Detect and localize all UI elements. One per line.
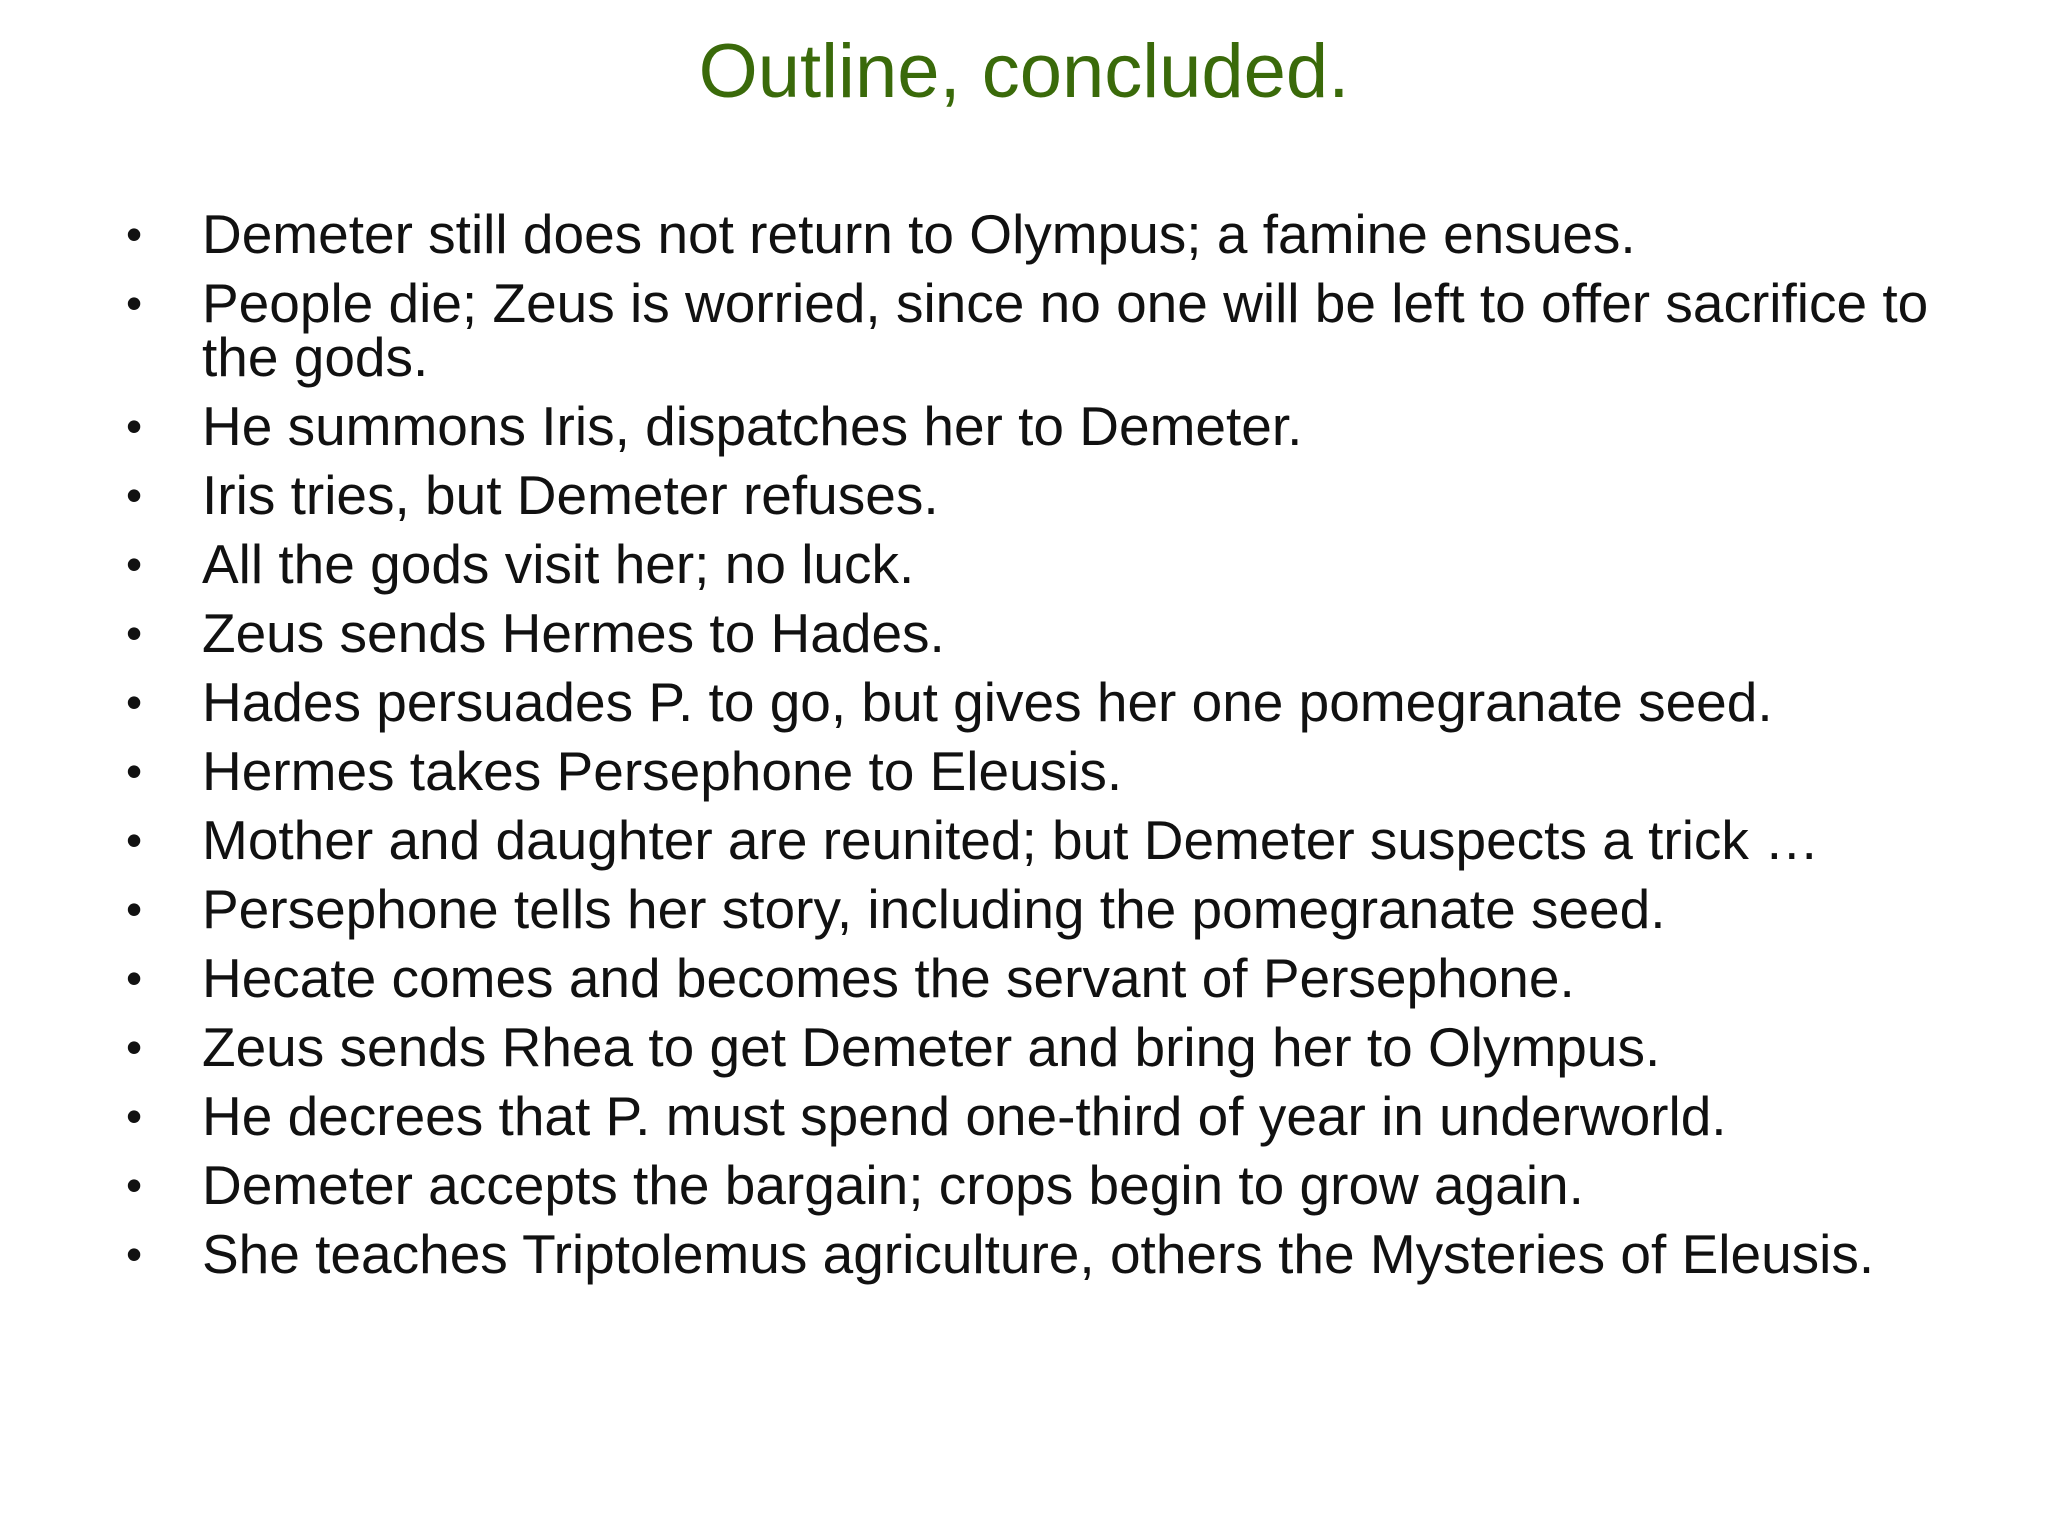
- bullet-icon: •: [126, 1090, 143, 1142]
- bullet-icon: •: [126, 277, 143, 329]
- bullet-item: [126, 947, 1986, 1009]
- bullet-item: [126, 878, 1986, 940]
- bullet-icon: •: [126, 952, 143, 1004]
- bullet-item: [126, 1016, 1986, 1078]
- bullet-icon: •: [126, 676, 143, 728]
- bullet-text: Hades persuades P. to go, but gives her one pomegranate seed.: [202, 671, 1773, 733]
- bullet-text: Hecate comes and becomes the servant of Persephone.: [202, 947, 1575, 1009]
- bullet-icon: •: [126, 814, 143, 866]
- bullet-list: [126, 203, 1986, 1296]
- bullet-text: Persephone tells her story, including the pomegranate seed.: [202, 878, 1666, 940]
- bullet-icon: •: [126, 208, 143, 260]
- bullet-icon: •: [126, 400, 143, 452]
- bullet-icon: •: [126, 1021, 143, 1073]
- bullet-text: He decrees that P. must spend one-third of year in underworld.: [202, 1085, 1727, 1147]
- bullet-text: People die; Zeus is worried, since no one will be left to offer sacrifice to the gods.: [202, 272, 1929, 388]
- slide-title: Outline, concluded.: [698, 29, 1350, 114]
- bullet-icon: •: [126, 1228, 143, 1280]
- bullet-text: Zeus sends Hermes to Hades.: [202, 602, 945, 664]
- bullet-text: Iris tries, but Demeter refuses.: [202, 464, 939, 526]
- bullet-icon: •: [126, 883, 143, 935]
- bullet-item: [126, 671, 1986, 733]
- bullet-item: [126, 809, 1986, 871]
- bullet-text: All the gods visit her; no luck.: [202, 533, 915, 595]
- bullet-item: [126, 272, 1986, 388]
- bullet-icon: •: [126, 1159, 143, 1211]
- bullet-icon: •: [126, 745, 143, 797]
- bullet-icon: •: [126, 469, 143, 521]
- bullet-text: She teaches Triptolemus agriculture, others the Mysteries of Eleusis.: [202, 1223, 1875, 1285]
- bullet-icon: •: [126, 538, 143, 590]
- bullet-item: [126, 740, 1986, 802]
- bullet-item: [126, 203, 1986, 265]
- bullet-item: [126, 1085, 1986, 1147]
- bullet-item: [126, 533, 1986, 595]
- bullet-text: Hermes takes Persephone to Eleusis.: [202, 740, 1123, 802]
- bullet-text: Demeter still does not return to Olympus; a famine ensues.: [202, 203, 1636, 265]
- bullet-text: He summons Iris, dispatches her to Demeter.: [202, 395, 1303, 457]
- bullet-item: [126, 395, 1986, 457]
- bullet-item: [126, 602, 1986, 664]
- bullet-item: [126, 464, 1986, 526]
- bullet-text: Zeus sends Rhea to get Demeter and bring her to Olympus.: [202, 1016, 1661, 1078]
- bullet-text: Demeter accepts the bargain; crops begin to grow again.: [202, 1154, 1584, 1216]
- bullet-item: [126, 1223, 1986, 1285]
- bullet-text: Mother and daughter are reunited; but Demeter suspects a trick …: [202, 809, 1820, 871]
- bullet-item: [126, 1154, 1986, 1216]
- bullet-icon: •: [126, 607, 143, 659]
